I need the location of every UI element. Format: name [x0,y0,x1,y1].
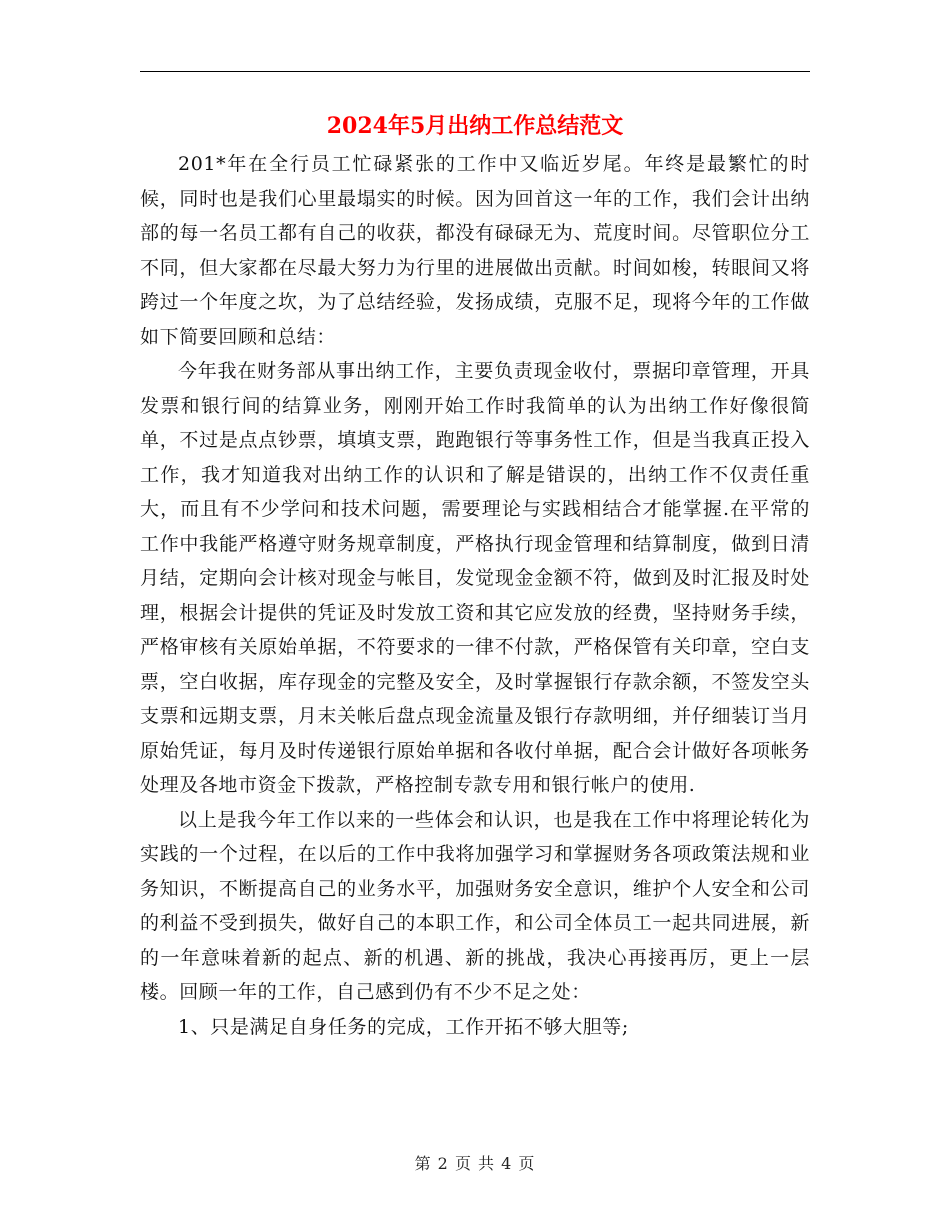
document-body [140,147,810,1044]
page-number: 第 2 页 共 4 页 [414,1154,536,1173]
paragraph-work-duties: 今年我在财务部从事出纳工作，主要负责现金收付，票据印章管理，开具发票和银行间的结算业务，刚刚开始工作时我简单的认为出纳工作好像很简单，不过是点点钞票，填填支票，跑跑银行等事务性工作，但是当我真正投入工作，我才知道我对出纳工作的认识和了解是错误的，出纳工作不仅责任重大，而且有不少学问和技术问题，需要理论与实践相结合才能掌握.在平常的工作中我能严格遵守财务规章制度，严格执行现金管理和结算制度，做到日清月结，定期向会计核对现金与帐目，发觉现金金额不符，做到及时汇报及时处理，根据会计提供的凭证及时发放工资和其它应发放的经费，坚持财务手续，严格审核有关原始单据，不符要求的一律不付款，严格保管有关印章，空白支票，空白收据，库存现金的完整及安全，及时掌握银行存款余额，不签发空头支票和远期支票，月末关帐后盘点现金流量及银行存款明细，并仔细装订当月原始凭证，每月及时传递银行原始单据和各收付单据，配合会计做好各项帐务处理及各地市资金下拨款，严格控制专款专用和银行帐户的使用. [140,360,810,796]
header-rule [140,71,810,72]
paragraph-reflection: 以上是我今年工作以来的一些体会和认识，也是我在工作中将理论转化为实践的一个过程，在以后的工作中我将加强学习和掌握财务各项政策法规和业务知识，不断提高自己的业务水平，加强财务安全意识，维护个人安全和公司的利益不受到损失，做好自己的本职工作，和公司全体员工一起共同进展，新的一年意味着新的起点、新的机遇、新的挑战，我决心再接再厉，更上一层楼。回顾一年的工作，自己感到仍有不少不足之处： [140,808,810,1003]
paragraph-shortcoming-1: 1、只是满足自身任务的完成，工作开拓不够大胆等; [178,1015,629,1038]
document-title: 2024年5月出纳工作总结范文 [326,113,624,139]
paragraph-intro: 201*年在全行员工忙碌紧张的工作中又临近岁尾。年终是最繁忙的时候，同时也是我们心里最塌实的时候。因为回首这一年的工作，我们会计出纳部的每一名员工都有自己的收获，都没有碌碌无为、荒度时间。尽管职位分工不同，但大家都在尽最大努力为行里的进展做出贡献。时间如梭，转眼间又将跨过一个年度之坎，为了总结经验，发扬成绩，克服不足，现将今年的工作做如下简要回顾和总结： [140,153,810,348]
